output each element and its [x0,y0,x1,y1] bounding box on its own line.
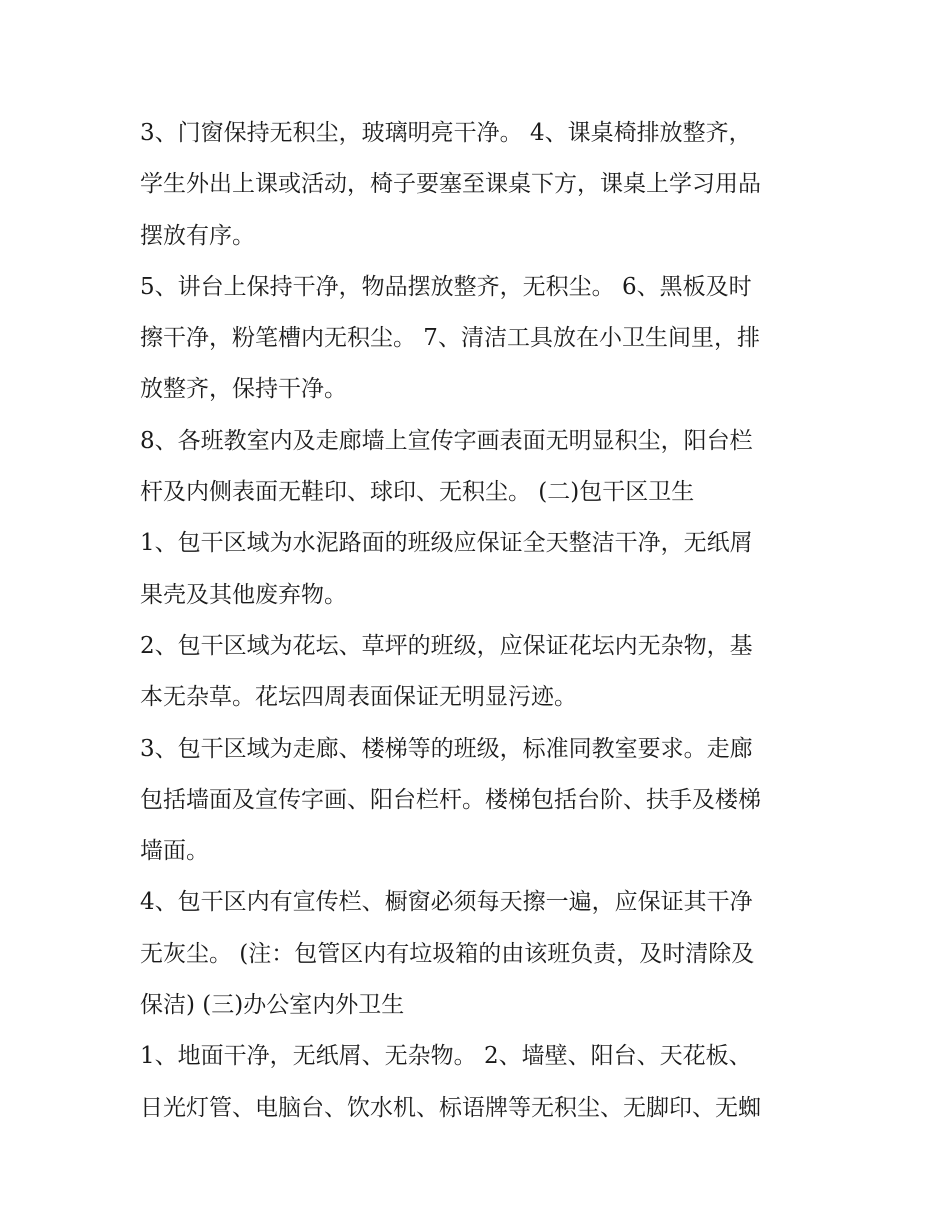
document-body [140,108,820,1134]
text-line: 保洁) (三)办公室内外卫生 [140,992,405,1019]
text-line: 3、包干区域为走廊、楼梯等的班级，标准同教室要求。走廊 [140,735,753,762]
text-line: 无灰尘。 (注：包管区内有垃圾箱的由该班负责，及时清除及 [140,940,755,967]
text-line: 日光灯管、电脑台、饮水机、标语牌等无积尘、无脚印、无蜘 [140,1094,761,1121]
text-line: 放整齐，保持干净。 [140,376,347,403]
text-line: 8、各班教室内及走廊墙上宣传字画表面无明显积尘，阳台栏 [140,427,753,454]
text-line: 5、讲台上保持干净，物品摆放整齐，无积尘。 6、黑板及时 [140,273,752,300]
text-line: 摆放有序。 [140,222,255,249]
text-line: 墙面。 [140,838,209,865]
text-line: 包括墙面及宣传字画、阳台栏杆。楼梯包括台阶、扶手及楼梯 [140,786,761,813]
text-line: 学生外出上课或活动，椅子要塞至课桌下方，课桌上学习用品 [140,171,761,198]
text-line: 擦干净，粉笔槽内无积尘。 7、清洁工具放在小卫生间里，排 [140,325,760,352]
text-line: 1、地面干净，无纸屑、无杂物。 2、墙壁、阳台、天花板、 [140,1043,752,1070]
text-line: 杆及内侧表面无鞋印、球印、无积尘。 (二)包干区卫生 [140,479,695,506]
text-line: 果壳及其他废弃物。 [140,581,347,608]
text-line: 本无杂草。花坛四周表面保证无明显污迹。 [140,684,577,711]
text-line: 3、门窗保持无积尘，玻璃明亮干净。 4、课桌椅排放整齐， [140,120,752,146]
text-line: 4、包干区内有宣传栏、橱窗必须每天擦一遍，应保证其干净 [140,889,753,916]
text-line: 2、包干区域为花坛、草坪的班级，应保证花坛内无杂物，基 [140,632,753,659]
text-line: 1、包干区域为水泥路面的班级应保证全天整洁干净，无纸屑 [140,530,753,557]
